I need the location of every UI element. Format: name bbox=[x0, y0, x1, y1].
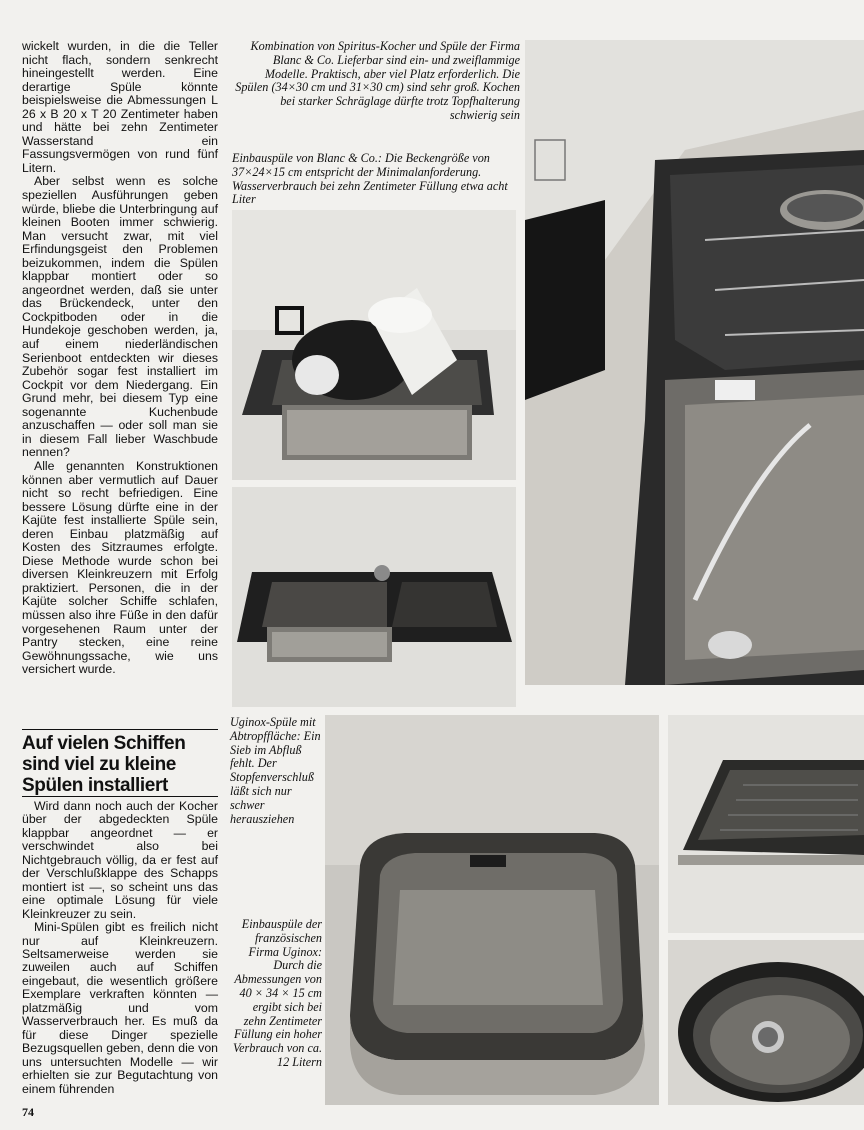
paragraph: wickelt wurden, in die die Teller nicht flach, sondern senkrecht hineingestellt werden. Eine derartige Spüle könnte beispielsweise die Abmessungen L 26 x B 20 x T 20 Zentimeter haben und hätte bei zehn Zentimeter Wasserstand ein Fassungsvermögen von rund fünf Litern. bbox=[22, 39, 218, 175]
paragraph: Wird dann noch auch der Kocher über der abgedeckten Spüle klappbar angeordnet — er verschwindet also bei Nichtgebrauch völlig, da er fest auf der Verschlußklappe des Schapps montiert ist —, so scheint uns das eine optimale Lösung für viele Kleinkreuzer zu sein. bbox=[22, 799, 218, 921]
article-column-1 bbox=[22, 40, 218, 677]
blanc-sink-empty-photo bbox=[232, 487, 516, 707]
stove-sink-combination-photo bbox=[525, 40, 864, 685]
section-headline: Auf vielen Schiffen sind viel zu kleine Spülen installiert bbox=[22, 733, 186, 796]
caption-stove-sink: Kombination von Spiritus-Kocher und Spüle der Firma Blanc & Co. Lieferbar sind ein- und zweiflammige Modelle. Praktisch, aber viel Platz erforderlich. Die Spülen (34×30 cm und 31×30 cm) sind sehr groß. Kochen bei starker Schräglage dürfte trotz Topfhalterung schwierig sein bbox=[235, 39, 520, 122]
paragraph: Alle genannten Konstruktionen können aber vermutlich auf Dauer nicht so recht befriedigen. Eine bessere Lösung dürfte eine in der Kajüte fest installierte Spüle sein, deren Einbau platzmäßig auf Kosten des Sitzraumes erfolgte. Diese Methode wurde schon bei diversen Kleinkreuzern mit Erfolg praktiziert. Personen, die in der Kajüte solcher Schiffe schlafen, müssen also ihre Füße in den dafür vorgesehenen Raum unter der Pantry stecken, eine reine Gewöhnungssache, wie uns versichert wurde. bbox=[22, 458, 218, 677]
paragraph: Aber selbst wenn es solche speziellen Ausführungen geben würde, bliebe die Unterbringung auf kleinen Booten immer schwierig. Man versucht zwar, mit viel Erfindungsgeist den Problemen beizukommen, indem die Spülen klappbar montiert oder so angeordnet werden, daß sie unter das Brückendeck, unter den Cockpitboden oder in die Hundekoje geschoben werden, ja, auf einem niederländischen Serienboot entdeckten wir dieses Zubehör sogar fest installiert im Cockpit vor dem Niedergang. Ein Grund mehr, bei diesem Typ eine sogenannte Kuchenbude anzuschaffen — oder soll man sie in diesem Fall lieber Waschbude nennen? bbox=[22, 174, 218, 460]
headline-rule-bottom bbox=[22, 796, 218, 797]
caption-blanc-sink: Einbauspüle von Blanc & Co.: Die Beckengröße von 37×24×15 cm entspricht der Minimalanforderung. Wasserverbrauch bei zehn Zentimeter Füllung etwa acht Liter bbox=[232, 151, 508, 207]
uginox-square-basin-photo bbox=[325, 715, 659, 1105]
uginox-drainboard-photo bbox=[668, 715, 864, 933]
article-column-1-continued bbox=[22, 800, 218, 1096]
page-number: 74 bbox=[22, 1105, 34, 1119]
uginox-oval-basin-photo bbox=[668, 940, 864, 1105]
paragraph: Mini-Spülen gibt es freilich nicht nur auf Kleinkreuzern. Seltsamerweise werden sie zuweilen auch auf Schiffen eingebaut, die wesentlich größere Exemplare verkraften könnten — platzmäßig und vom Wasserverbrauch her. Es muß da für diese Dinger spezielle Bezugsquellen geben, denn die von uns untersuchten Modelle — wir erhielten sie zur Begutachtung von einem führenden bbox=[22, 920, 218, 1096]
blanc-sink-with-pots-photo bbox=[232, 210, 516, 480]
caption-uginox-basin: Einbauspüle der französischen Firma Uginox: Durch die Abmessungen von 40 × 34 × 15 cm ergibt sich bei zehn Zentimeter Füllung ein hoher Verbrauch von ca. 12 Litern bbox=[232, 917, 322, 1069]
headline-rule-top bbox=[22, 729, 218, 730]
caption-uginox-drainboard: Uginox-Spüle mit Abtropffläche: Ein Sieb im Abfluß fehlt. Der Stopfenverschluß läßt sich nur schwer herausziehen bbox=[230, 715, 321, 826]
